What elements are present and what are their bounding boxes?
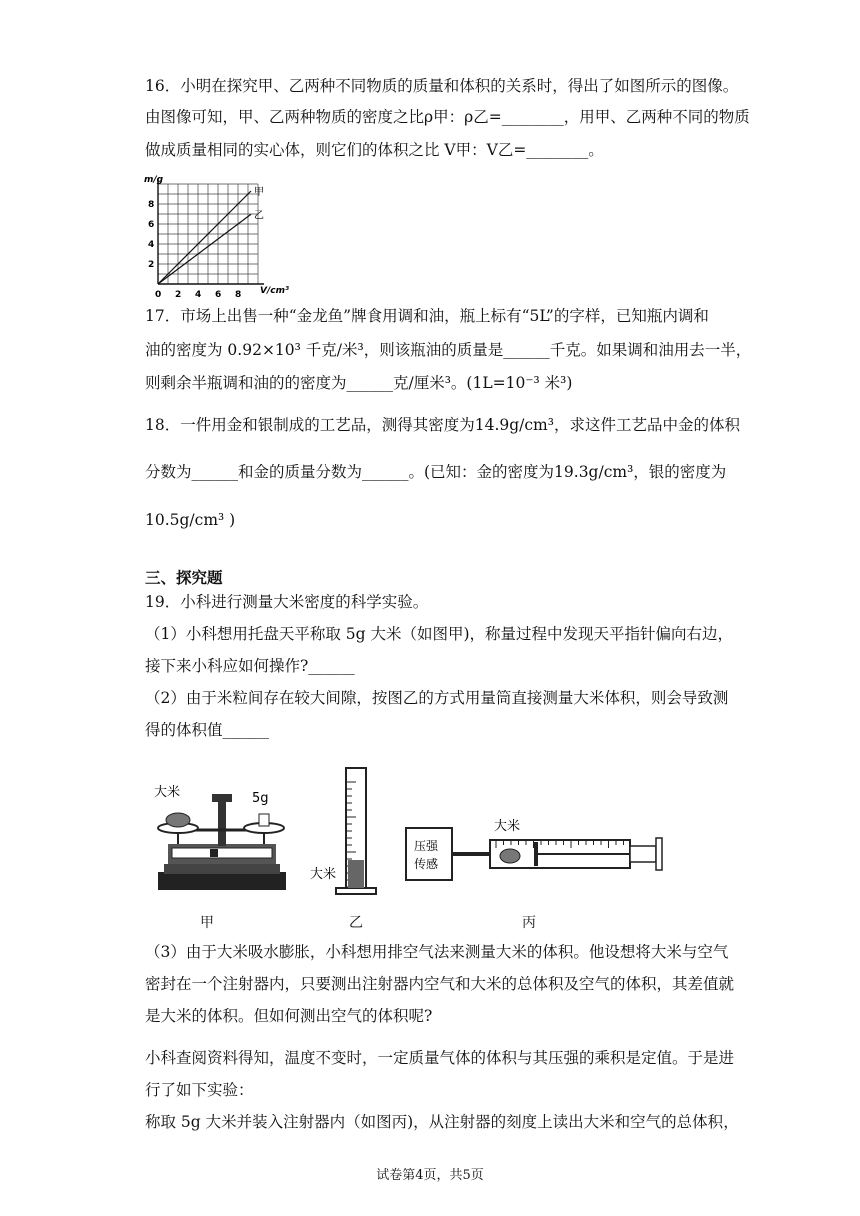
x-tick-label: 2 (175, 290, 182, 300)
syringe-figure (406, 818, 662, 880)
q16-line-3: 做成质量相同的实心体，则它们的体积之比 V甲：V乙=________。 (145, 141, 604, 159)
caption-b: 乙 (349, 915, 363, 931)
rice-label-a: 大米 (154, 785, 181, 800)
q19-line-10: 行了如下实验： (145, 1081, 254, 1099)
q19-line-11: 称取 5g 大米并装入注射器内（如图丙)，从注射器的刻度上读出大米和空气的总体积， (145, 1113, 739, 1131)
q19-line-6: （3）由于大米吸水膨胀，小科想用排空气法来测量大米的体积。他设想将大米与空气 (145, 943, 729, 961)
series-label-1: 乙 (254, 210, 264, 222)
q19-line-7: 密封在一个注射器内，只要测出注射器内空气和大米的总体积及空气的体积，其差值就 (145, 975, 735, 993)
mass-volume-chart (140, 172, 300, 300)
y-tick-label: 2 (148, 260, 155, 270)
experiment-figures (150, 760, 680, 910)
rice-label-c: 大米 (494, 819, 521, 834)
series-line-0 (158, 191, 251, 284)
caption-c: 丙 (522, 915, 536, 931)
rice-label-b: 大米 (310, 867, 337, 882)
x-axis-label: V/cm³ (260, 286, 289, 296)
q19-line-2: （1）小科想用托盘天平称取 5g 大米（如图甲)，称量过程中发现天平指针偏向右边， (145, 625, 734, 643)
q19-line-5: 得的体积值______ (145, 721, 270, 739)
series-label-0: 甲 (254, 187, 264, 198)
y-tick-label: 4 (148, 240, 155, 250)
balance-figure (154, 784, 286, 890)
section-heading: 三、探究题 (145, 569, 223, 587)
q17-line-3: 则剩余半瓶调和油的的密度为______克/厘米³。(1L=10⁻³ 米³) (145, 374, 573, 392)
cylinder-figure (310, 768, 376, 894)
q17-line-2: 油的密度为 0.92×10³ 千克/米³，则该瓶油的质量是______千克。如果调和油用去一半， (145, 341, 752, 359)
q18-line-3: 10.5g/cm³ ) (145, 511, 236, 529)
q19-line-9: 小科查阅资料得知，温度不变时，一定质量气体的体积与其压强的乘积是定值。于是进 (145, 1049, 735, 1067)
x-tick-label: 8 (235, 290, 242, 300)
page-footer: 试卷第4页，共5页 (376, 1168, 484, 1183)
weight-label: 5g (252, 791, 269, 806)
q19-line-8: 是大米的体积。但如何测出空气的体积呢? (145, 1007, 433, 1025)
y-tick-label: 8 (148, 200, 155, 210)
y-tick-label: 6 (148, 220, 155, 230)
x-tick-label: 0 (155, 290, 162, 300)
q19-line-1: 19．小科进行测量大米密度的科学实验。 (145, 593, 429, 611)
sensor-label-2: 传感 (414, 857, 439, 871)
y-axis-label: m/g (144, 175, 164, 185)
series-line-1 (158, 214, 251, 284)
x-tick-label: 6 (215, 290, 222, 300)
x-tick-label: 4 (195, 290, 202, 300)
q16-line-1: 16．小明在探究甲、乙两种不同物质的质量和体积的关系时，得出了如图所示的图像。 (145, 77, 739, 95)
caption-a: 甲 (200, 915, 214, 931)
q18-line-1: 18．一件用金和银制成的工艺品，测得其密度为14.9g/cm³，求这件工艺品中金的体积 (145, 416, 740, 434)
q19-line-3: 接下来小科应如何操作?______ (145, 657, 355, 675)
sensor-label-1: 压强 (414, 839, 439, 853)
q16-line-2: 由图像可知，甲、乙两种物质的密度之比ρ甲：ρ乙=________，用甲、乙两种不同的物质 (145, 108, 750, 126)
q17-line-1: 17．市场上出售一种“金龙鱼”牌食用调和油，瓶上标有“5L”的字样，已知瓶内调和 (145, 307, 709, 325)
q18-line-2: 分数为______和金的质量分数为______。(已知：金的密度为19.3g/cm³，银的密度为 (145, 463, 727, 481)
q19-line-4: （2）由于米粒间存在较大间隙，按图乙的方式用量筒直接测量大米体积，则会导致测 (145, 689, 729, 707)
